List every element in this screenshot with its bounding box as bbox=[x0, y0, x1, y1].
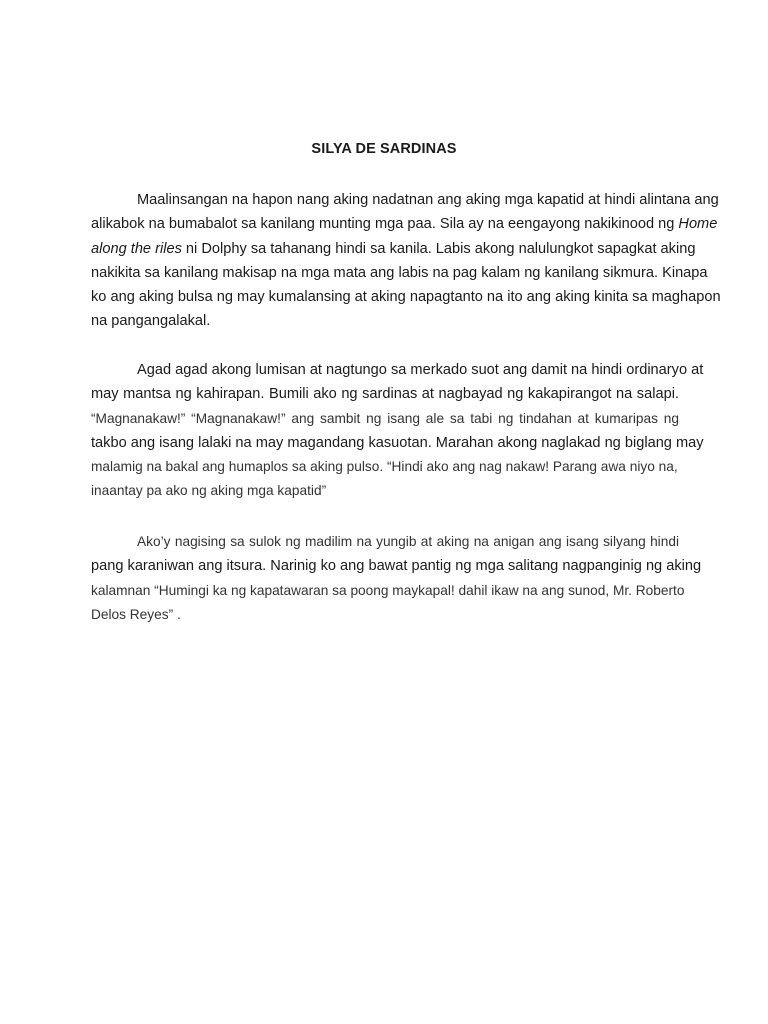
paragraph-line: malamig na bakal ang humaplos sa aking pulso. “Hindi ako ang nag nakaw! Parang awa niyo na, bbox=[91, 459, 678, 475]
paragraph-line-text: alikabok na bumabalot sa kanilang munting mga paa. Sila ay na eengayong nakikinood ng bbox=[91, 216, 679, 233]
paragraph-line: Maalinsangan na hapon nang aking nadatnan ang aking mga kapatid at hindi alintana ang bbox=[137, 192, 719, 208]
paragraph-line-text: ni Dolphy sa tahanang hindi sa kanila. Labis akong nalulungkot sapagkat aking bbox=[181, 240, 696, 257]
paragraph-line bbox=[91, 237, 696, 261]
paragraph-line: pang karaniwan ang itsura. Narinig ko ang bawat pantig ng mga salitang nagpanginig ng aking bbox=[91, 558, 702, 575]
paragraph-line: nakikita sa kanilang makisap na mga mata ang labis na pag kalam ng kanilang sikmura. Kinapa bbox=[91, 264, 708, 281]
paragraph-line: may mantsa ng kahirapan. Bumili ako ng sardinas at nagbayad ng kakapirangot na salapi. bbox=[91, 386, 679, 403]
paragraph-line: na pangangalakal. bbox=[91, 313, 211, 330]
paragraph-line: takbo ang isang lalaki na may magandang kasuotan. Marahan akong naglakad ng biglang may bbox=[91, 434, 704, 451]
paragraph-line: ko ang aking bulsa ng may kumalansing at aking napagtanto na ito ang aking kinita sa maghapon bbox=[91, 289, 721, 306]
italic-text: along the riles bbox=[91, 240, 182, 257]
paragraph-line bbox=[91, 212, 718, 236]
paragraph-line: inaantay pa ako ng aking mga kapatid” bbox=[91, 483, 327, 499]
paragraph-line: Ako’y nagising sa sulok ng madilim na yungib at aking na anigan ang isang silyang hindi bbox=[137, 534, 679, 549]
paragraph-line: Agad agad akong lumisan at nagtungo sa merkado suot ang damit na hindi ordinaryo at bbox=[137, 362, 704, 378]
paragraph-2 bbox=[91, 358, 704, 504]
paragraph-line: Delos Reyes” . bbox=[91, 606, 181, 622]
paragraph-1 bbox=[91, 188, 721, 334]
paragraph-line: “Magnanakaw!” “Magnanakaw!” ang sambit ng isang ale sa tabi ng tindahan at kumaripas ng bbox=[91, 410, 679, 426]
document-title: SILYA DE SARDINAS bbox=[311, 141, 457, 157]
paragraph-line: kalamnan “Humingi ka ng kapatawaran sa poong maykapal! dahil ikaw na ang sunod, Mr. Roberto bbox=[91, 582, 685, 598]
italic-text: Home bbox=[678, 216, 718, 233]
paragraph-3 bbox=[91, 530, 702, 627]
